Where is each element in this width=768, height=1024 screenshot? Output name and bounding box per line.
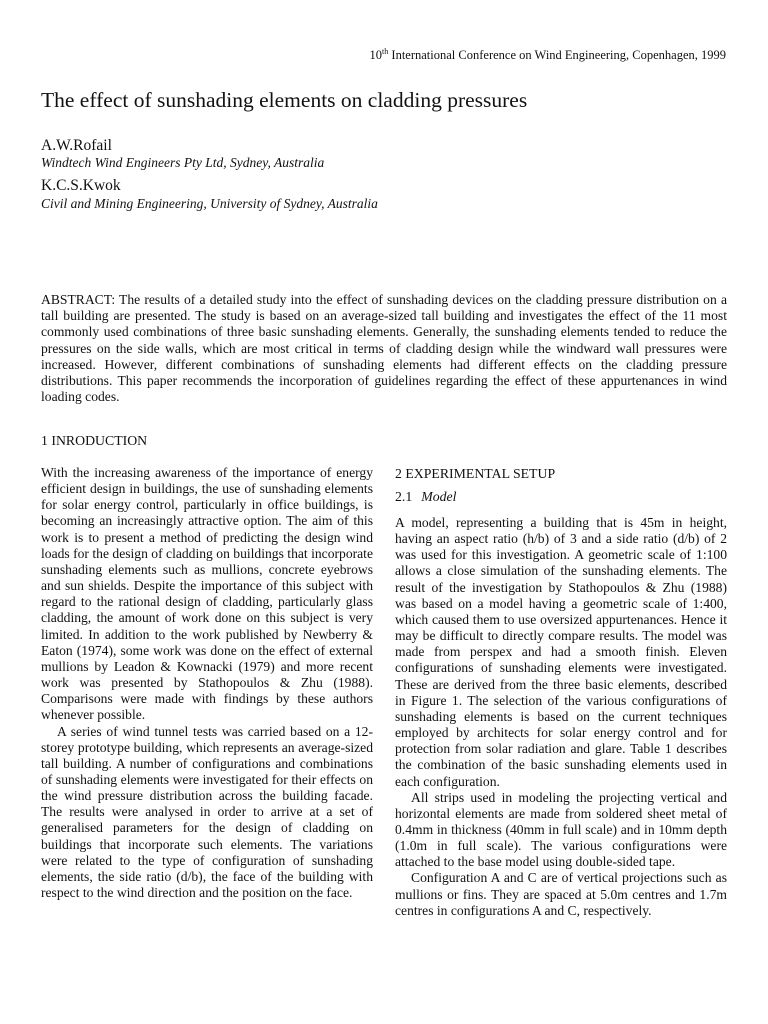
subsection-title: Model [421,489,457,504]
setup-paragraph-3: Configuration A and C are of vertical projections such as mullions or fins. They are spaced at 5.0m centres and 1.7m centres in configurations A and C, respectively. [395,870,727,918]
setup-paragraph-2: All strips used in modeling the projecting vertical and horizontal elements are made from soldered sheet metal of 0.4mm in thickness (40mm in full scale) and in 10mm depth (1.0m in full scale). The various configurations were attached to the base model using double-sided tape. [395,789,727,870]
author-name-2: K.C.S.Kwok [41,177,121,194]
abstract: ABSTRACT: The results of a detailed study into the effect of sunshading devices on the cladding pressure distribution on a tall building are presented. The study is based on an average-sized tall building and investigates the effect of the 11 most commonly used combinations of three basic sunshading elements. Generally, the sunshading elements tended to reduce the pressures on the side walls, which are most critical in terms of cladding design while the windward wall pressures were increased. However, different combinations of sunshading elements had different effects on the cladding pressure distributions. This paper recommends the incorporation of guidelines regarding the effect of these appurtenances in wind loading codes. [41,292,727,405]
subsection-2-1-heading [395,489,457,505]
conference-header: 10th International Conference on Wind Engineering, Copenhagen, 1999 [369,47,726,63]
intro-paragraph-2: A series of wind tunnel tests was carried based on a 12-storey prototype building, which represents an average-sized tall building. A number of configurations and combinations of sunshading elements were investigated for their effects on the wind pressure distribution across the building facade. The results were analysed in order to arrive at a set of generalised parameters for the design of cladding on buildings that incorporate such elements. The variations were related to the type of configuration of sunshading elements, the side ratio (d/b), the face of the building with respect to the wind direction and the position on the face. [41,723,373,901]
setup-paragraph-1: A model, representing a building that is 45m in height, having an aspect ratio (h/b) of 3 and a side ratio (d/b) of 2 was used for this investigation. A geometric scale of 1:100 allows a close simulation of the sunshading elements. The result of the investigation by Stathopoulos & Zhu (1988) was based on a model having a geometric scale of 1:400, which caused them to use oversized appurtenances. Hence it may be difficult to directly compare results. The model was made from perspex and had a smooth finish. Eleven configurations of sunshading elements were investigated. These are derived from the three basic elements, described in Figure 1. The selection of the various configurations of sunshading elements is based on the current techniques employed by architects for solar energy control and for protection from solar radiation and glare. Table 1 describes the combination of the basic sunshading elements used in each configuration. [395,515,727,789]
author-affiliation-1: Windtech Wind Engineers Pty Ltd, Sydney, Australia [41,155,325,170]
paper-title: The effect of sunshading elements on cladding pressures [41,88,528,112]
author-name-1: A.W.Rofail [41,137,112,154]
author-affiliation-2: Civil and Mining Engineering, University of Sydney, Australia [41,196,378,211]
left-column [41,465,373,901]
section-2-heading: 2 EXPERIMENTAL SETUP [395,466,556,481]
right-column [395,515,727,919]
subsection-number: 2.1 [395,489,413,504]
section-1-heading: 1 INRODUCTION [41,433,148,448]
intro-paragraph-1: With the increasing awareness of the importance of energy efficient design in buildings, the use of sunshading elements for solar energy control, particularly in office buildings, is becoming an increasingly attractive option. The aim of this work is to present a method of predicting the design wind loads for the design of cladding on buildings that incorporate sunshading elements such as mullions, concrete eyebrows and sun shields. Despite the importance of this subject with regard to the rational design of cladding, particularly glass cladding, the amount of work done on this subject is very limited. In addition to the work published by Newberry & Eaton (1974), some work was done on the effect of external mullions by Leadon & Kownacki (1979) and more recent work was presented by Stathopoulos & Zhu (1988). Comparisons were made with findings by these authors whenever possible. [41,465,373,723]
